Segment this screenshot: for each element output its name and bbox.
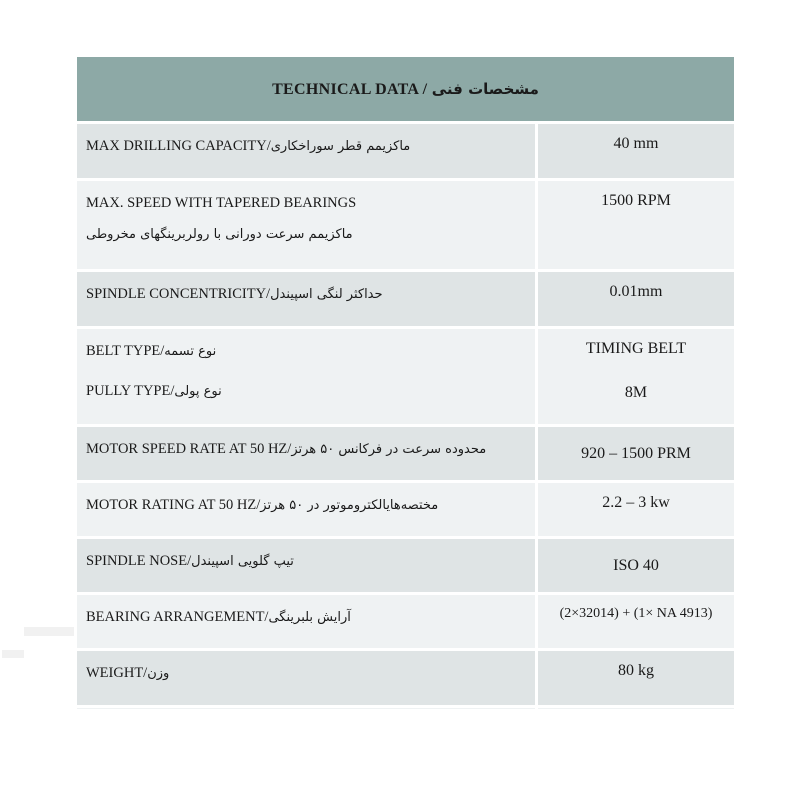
table-title-english: TECHNICAL DATA / [272,80,428,98]
table-row-weight [77,651,734,708]
page-artifact [2,650,24,658]
label-english: MOTOR RATING AT 50 HZ/ [86,497,261,513]
table-title-persian: مشخصات فنی [431,79,539,98]
label-persian: ماکزیمم سرعت دورانی با رولربرینگهای مخروطی [86,227,353,242]
table-row-max-drilling-capacity [77,124,734,181]
label-persian: مختصه‌هایالکتروموتور در ۵۰ هرتز [260,498,439,513]
row-value: 0.01mm [538,272,734,329]
technical-data-table [77,57,734,712]
label-persian: آرایش بلبرینگی [268,610,351,625]
row-value: 80 kg [538,651,734,708]
table-row-motor-rating [77,483,734,539]
table-row-empty [77,708,734,712]
label-english: BEARING ARRANGEMENT/ [86,609,269,625]
table-row-bearing-arrangement [77,595,734,651]
row-label [77,651,538,708]
table-title [77,57,734,124]
belt-type-value: TIMING BELT [585,340,687,357]
row-label [77,427,538,483]
row-value: 920 – 1500 PRM [538,427,734,483]
table-row-motor-speed-rate [77,427,734,483]
table-row-spindle-nose [77,539,734,595]
label-english: PULLY TYPE/ [86,383,175,399]
row-value: 1500 RPM [538,181,734,272]
row-label [77,483,538,539]
row-value [538,708,734,712]
label-english: WEIGHT/ [86,665,148,681]
row-label [77,181,538,272]
label-english: SPINDLE CONCENTRICITY/ [86,286,271,302]
row-label [77,329,538,427]
row-label [77,124,538,181]
table-row-belt-pully-type [77,329,734,427]
label-english: SPINDLE NOSE/ [86,553,192,569]
label-persian: محدوده سرعت در فرکانس ۵۰ هرتز [291,442,487,457]
label-persian: تیپ گلویی اسپیندل [191,554,294,569]
label-persian: وزن [147,666,170,681]
row-label [77,708,538,712]
row-value: 2.2 – 3 kw [538,483,734,539]
label-english: BELT TYPE/ [86,343,165,359]
label-persian: ماکزیمم قطر سوراخکاری [270,139,411,154]
row-value: 40 mm [538,124,734,181]
row-value: (2×32014) + (1× NA 4913) [538,595,734,651]
table-row-spindle-concentricity [77,272,734,329]
label-english: MOTOR SPEED RATE AT 50 HZ/ [86,441,292,457]
label-persian: حداکثر لنگی اسپیندل [270,287,383,302]
label-persian: نوع تسمه [164,344,217,359]
label-english: MAX DRILLING CAPACITY/ [86,138,271,154]
table-row-max-speed [77,181,734,272]
row-value: ISO 40 [538,539,734,595]
pully-type-value: 8M [624,384,648,401]
page-artifact [24,627,74,636]
label-persian: نوع پولی [174,384,222,399]
label-english: MAX. SPEED WITH TAPERED BEARINGS [86,195,357,211]
row-label [77,595,538,651]
row-label [77,539,538,595]
row-value [538,329,734,427]
row-label [77,272,538,329]
